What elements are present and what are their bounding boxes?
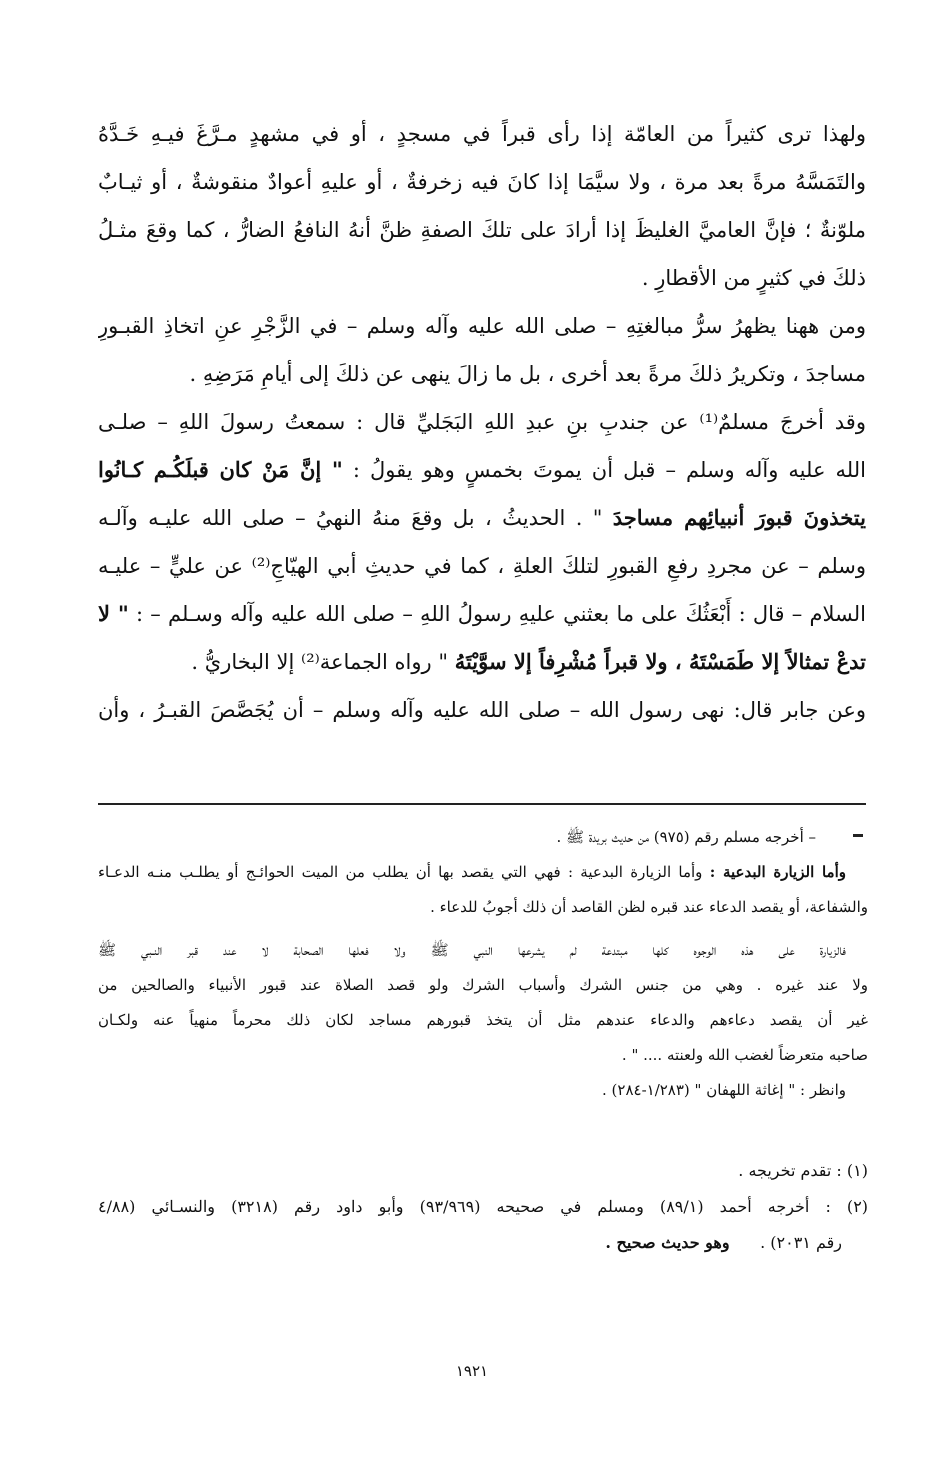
note-span: وأما الزيارة البدعية : فهي التي يقصد بها أن يطلب من الميت الحوائـج أو يطلـب منـه الدعـاء [98, 863, 703, 881]
text-line [98, 590, 866, 638]
text-line: وسلم – عن مجردِ رفعِ القبورِ لتلكَ العلةِ ، كما في حديثِ أبي الهيّاجِ⁽²⁾ عن عليٍّ – عليـه [98, 554, 866, 578]
note-line: صاحبه متعرضاً لغضب الله ولعنته .... " . [621, 1046, 868, 1064]
text-span: الله عليه وآله وسلم – قبل أن يموتَ بخمسٍ وهو يقولُ : [352, 458, 866, 482]
text-line: ملوّنةٌ ؛ فإنَّ العاميَّ الغليظَ إذا أرادَ على تلكَ الصفةِ ظنَّ أنهُ النافعُ الضارُّ ، كما وقعَ مثـلُ [98, 218, 866, 242]
note-line: غير أن يقصد دعاءهم والدعاء عندهم مثل أن يتخذ قبورهم مساجد لكان ذلك محرماً منهياً عنه ولكـان [98, 1011, 868, 1029]
text-line: وقد أخرجَ مسلمٌ⁽¹⁾ عن جندبِ بنِ عبدِ اللهِ البَجَليِّ قال : سمعتُ رسولَ اللهِ – صلـى [98, 410, 866, 434]
text-line: ولهذا ترى كثيراً من العامّة إذا رأى قبراً في مسجدٍ ، أو في مشهدٍ مـرَّغَ فيـهِ خَـدَّهُ [98, 122, 866, 146]
hadith-quote: " لا [98, 601, 129, 626]
note-line [98, 855, 868, 890]
note-line: والشفاعة، أو يقصد الدعاء عند قبره لظن القاصد أن ذلك أجوبُ للدعاء . [430, 898, 868, 916]
text-line: والتَمَسَّهُ مرةً بعد مرة ، ولا سيَّمَا إذا كانَ فيه زخرفةٌ ، أو عليهِ أعوادٌ منقوشةٌ ، أو ثيـابٌ [98, 170, 866, 194]
main-text [98, 110, 866, 734]
text-line: وعن جابر قال: نهى رسول الله – صلى الله عليه وآله وسلم – أن يُجَصَّصَ القبـرُ ، وأن [98, 698, 866, 722]
note-line: ولا عند غيره . وهي من جنس الشرك وأسباب الشرك ولو قصد الصلاة عند قبور الأنبياء والصالحين من [98, 976, 868, 994]
text-span: " رواه الجماعة⁽²⁾ إلا البخاريُّ . [191, 650, 449, 674]
footnote-span: رقم ٢٠٣١) . [760, 1233, 842, 1252]
text-span: " . الحديثُ ، بل وقعَ منهُ النهيُ – صلى الله عليـه وآلـه [98, 506, 603, 530]
footnote-2: (٢) : أخرجه أحمد (٨٩/١) ومسلم في صحيحه (٩٣/٩٦٩) وأبو داود رقم (٣٢١٨) والنسـائي (٤/٨٨ [98, 1197, 868, 1216]
footnote-1: (١) : تقدم تخريجه . [738, 1161, 868, 1180]
continued-footnote [98, 820, 868, 1108]
note-line: فالزيارة على هذه الوجوه كلها مبتدعة لم يشرعها النبي ﷺ ولا فعلها الصحابة لا عند قبر النـبي ﷺ [98, 941, 846, 959]
text-line [98, 638, 866, 686]
hadith-quote: " إنَّ مَنْ كان قبلَكُـم كـانُوا [98, 457, 343, 482]
text-line: مساجدَ ، وتكريرُ ذلكَ مرةً بعد أخرى ، بل ما زالَ ينهى عن ذلكَ إلى أيامِ مَرَضِهِ . [189, 362, 866, 386]
note-line: وانظر : " إغاثة اللهفان " (١/٢٨٣-٢٨٤) . [602, 1081, 846, 1099]
text-span: السلام – قال : أَبْعَثُكَ على ما بعثني عليهِ رسولُ اللهِ – صلى الله عليه وآله وسـلم – : [136, 602, 866, 626]
note-line: – أخرجه مسلم رقم (٩٧٥) من حديث بريدة ﷺ . [556, 828, 816, 846]
footnote-2-cont [98, 1225, 868, 1261]
footnotes [98, 1153, 868, 1261]
hadith-grade: وهو حديث صحيح . [605, 1233, 730, 1252]
note-bold-lead: وأما الزيارة البدعية : [709, 863, 846, 881]
text-line [98, 446, 866, 494]
footnote-divider [98, 803, 866, 805]
text-line: ذلكَ في كثيرٍ من الأقطارِ . [641, 266, 866, 290]
text-line: ومن ههنا يظهرُ سرُّ مبالغتِهِ – صلى الله عليه وآله وسلم – في الزَّجْرِ عنِ اتخاذِ القبـورِ [98, 314, 866, 338]
page-number: ١٩٢١ [455, 1362, 489, 1380]
hadith-quote: يتخذونَ قبورَ أنبيائِهم مساجدَ [612, 505, 866, 530]
hadith-quote: تدعْ تمثالاً إلا طَمَسْتَهُ ، ولا قبراً مُشْرِفاً إلا سوَّيْتَهُ [454, 649, 866, 674]
text-line [98, 494, 866, 542]
